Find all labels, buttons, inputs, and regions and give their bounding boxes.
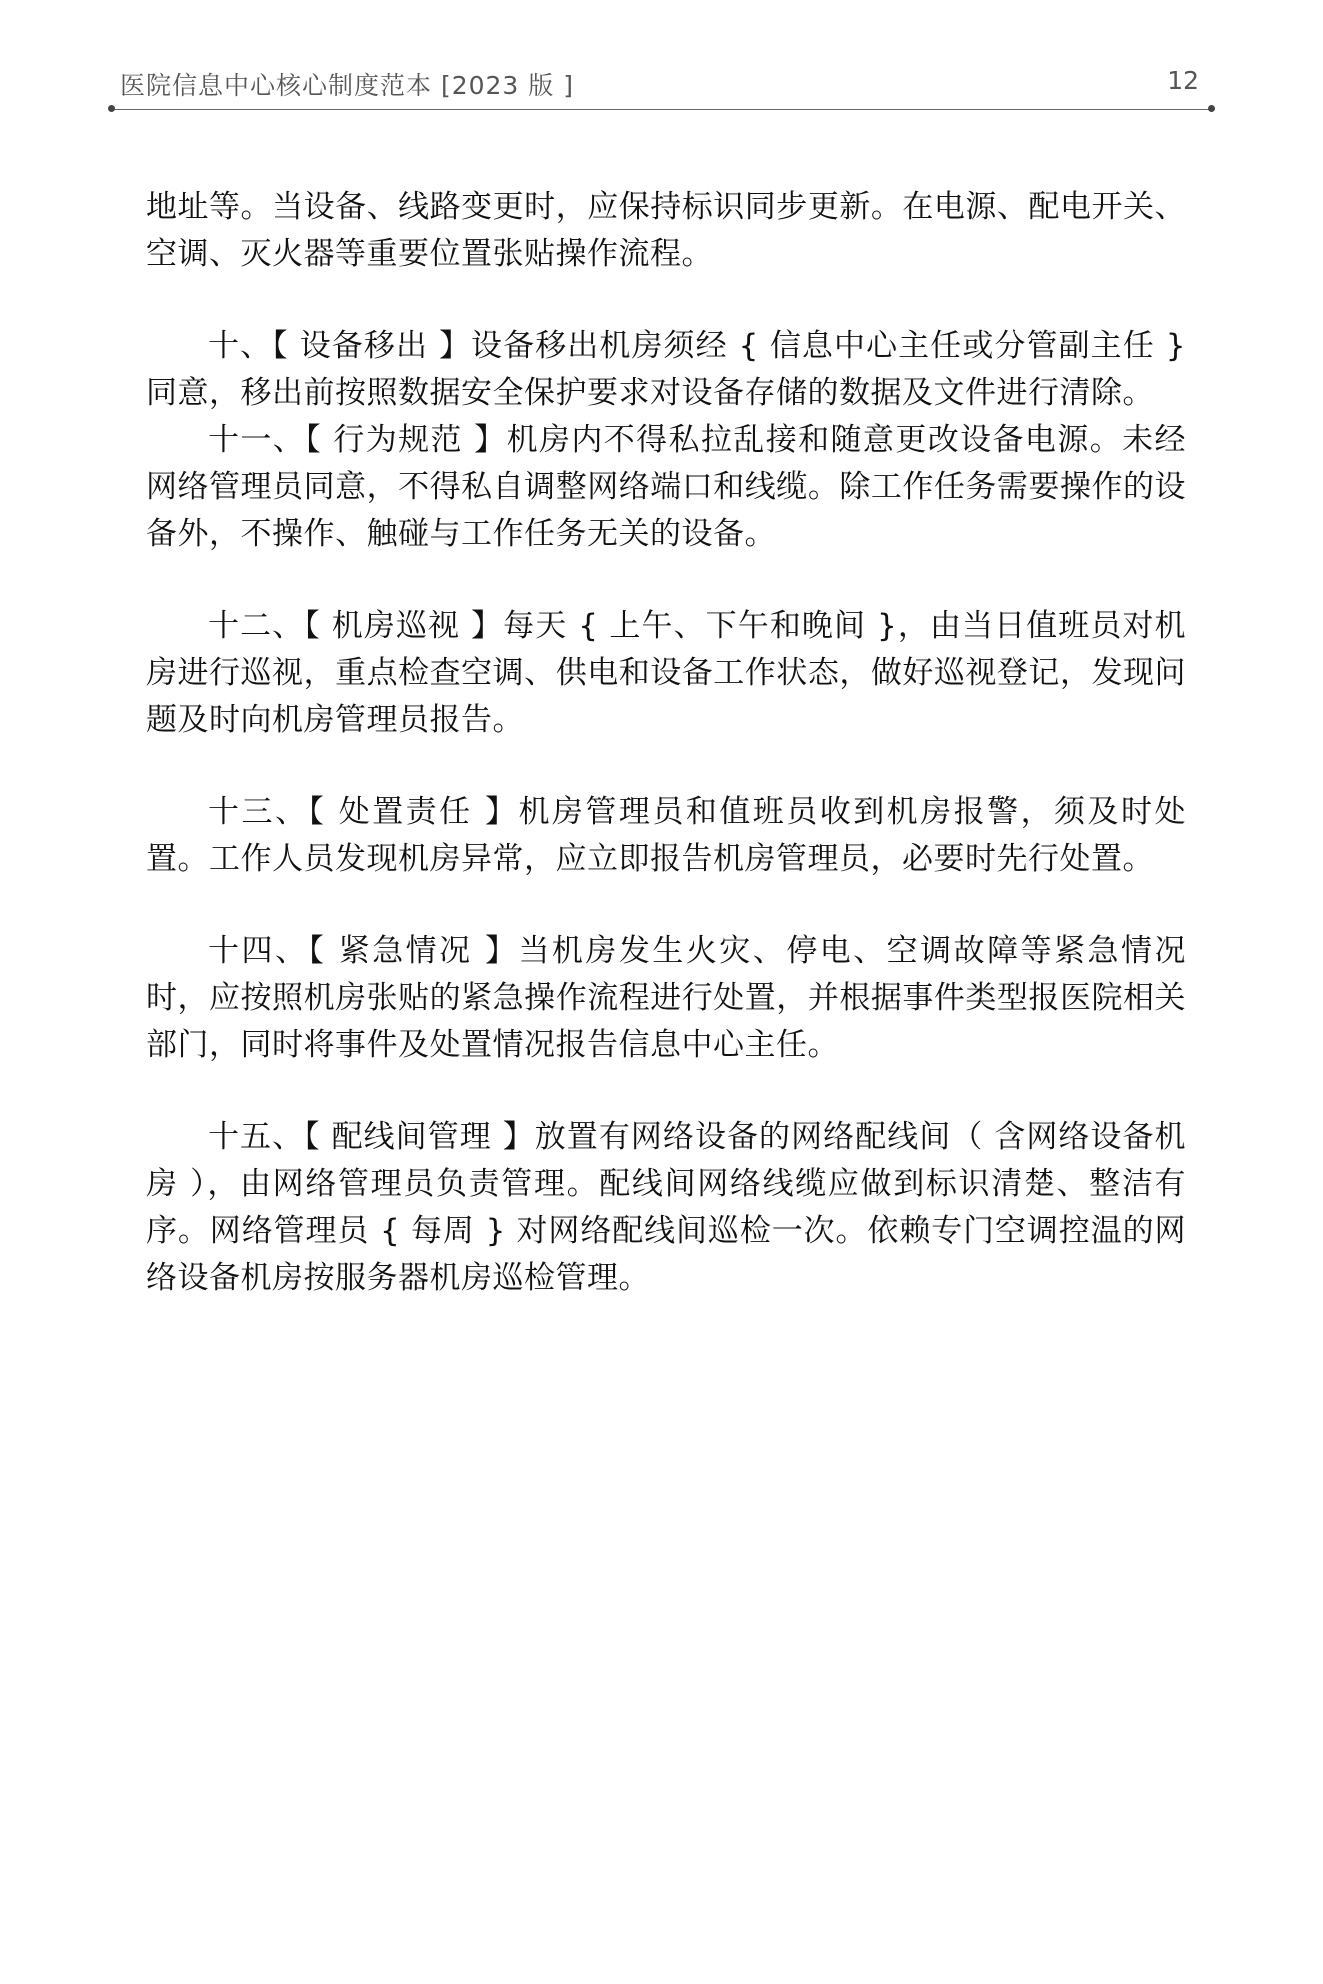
paragraph-section-13: 十三、【 处置责任 】机房管理员和值班员收到机房报警，须及时处置。工作人员发现机房异常，应立即报告机房管理员，必要时先行处置。 [146, 794, 1186, 877]
paragraph-section-11: 十一、【 行为规范 】机房内不得私拉乱接和随意更改设备电源。未经网络管理员同意，不得私自调整网络端口和线缆。除工作任务需要操作的设备外，不操作、触碰与工作任务无关的设备。 [146, 422, 1186, 552]
body-text [146, 184, 1186, 1302]
divider-dot-right [1208, 105, 1215, 112]
page-header [110, 60, 1213, 106]
paragraph-section-10: 十、【 设备移出 】设备移出机房须经 { 信息中心主任或分管副主任 } 同意，移出前按照数据安全保护要求对设备存储的数据及文件进行清除。 [146, 328, 1186, 411]
divider-dot-left [108, 105, 115, 112]
paragraph-section-12: 十二、【 机房巡视 】每天 { 上午、下午和晚间 }，由当日值班员对机房进行巡视，重点检查空调、供电和设备工作状态，做好巡视登记，发现问题及时向机房管理员报告。 [146, 608, 1186, 738]
paragraph-continued: 地址等。当设备、线路变更时，应保持标识同步更新。在电源、配电开关、空调、灭火器等重要位置张贴操作流程。 [146, 189, 1186, 272]
document-title: 医院信息中心核心制度范本 [2023 版 ] [120, 71, 574, 100]
page-number: 12 [1167, 66, 1199, 95]
header-divider [110, 109, 1213, 110]
paragraph-section-14: 十四、【 紧急情况 】当机房发生火灾、停电、空调故障等紧急情况时，应按照机房张贴的紧急操作流程进行处置，并根据事件类型报医院相关部门，同时将事件及处置情况报告信息中心主任。 [146, 933, 1186, 1063]
paragraph-section-15: 十五、【 配线间管理 】放置有网络设备的网络配线间（ 含网络设备机房 ），由网络管理员负责管理。配线间网络线缆应做到标识清楚、整洁有序。网络管理员 { 每周 } 对网络配线间巡检一次。依赖专门空调控温的网络设备机房按服务器机房巡检管理。 [146, 1119, 1186, 1296]
